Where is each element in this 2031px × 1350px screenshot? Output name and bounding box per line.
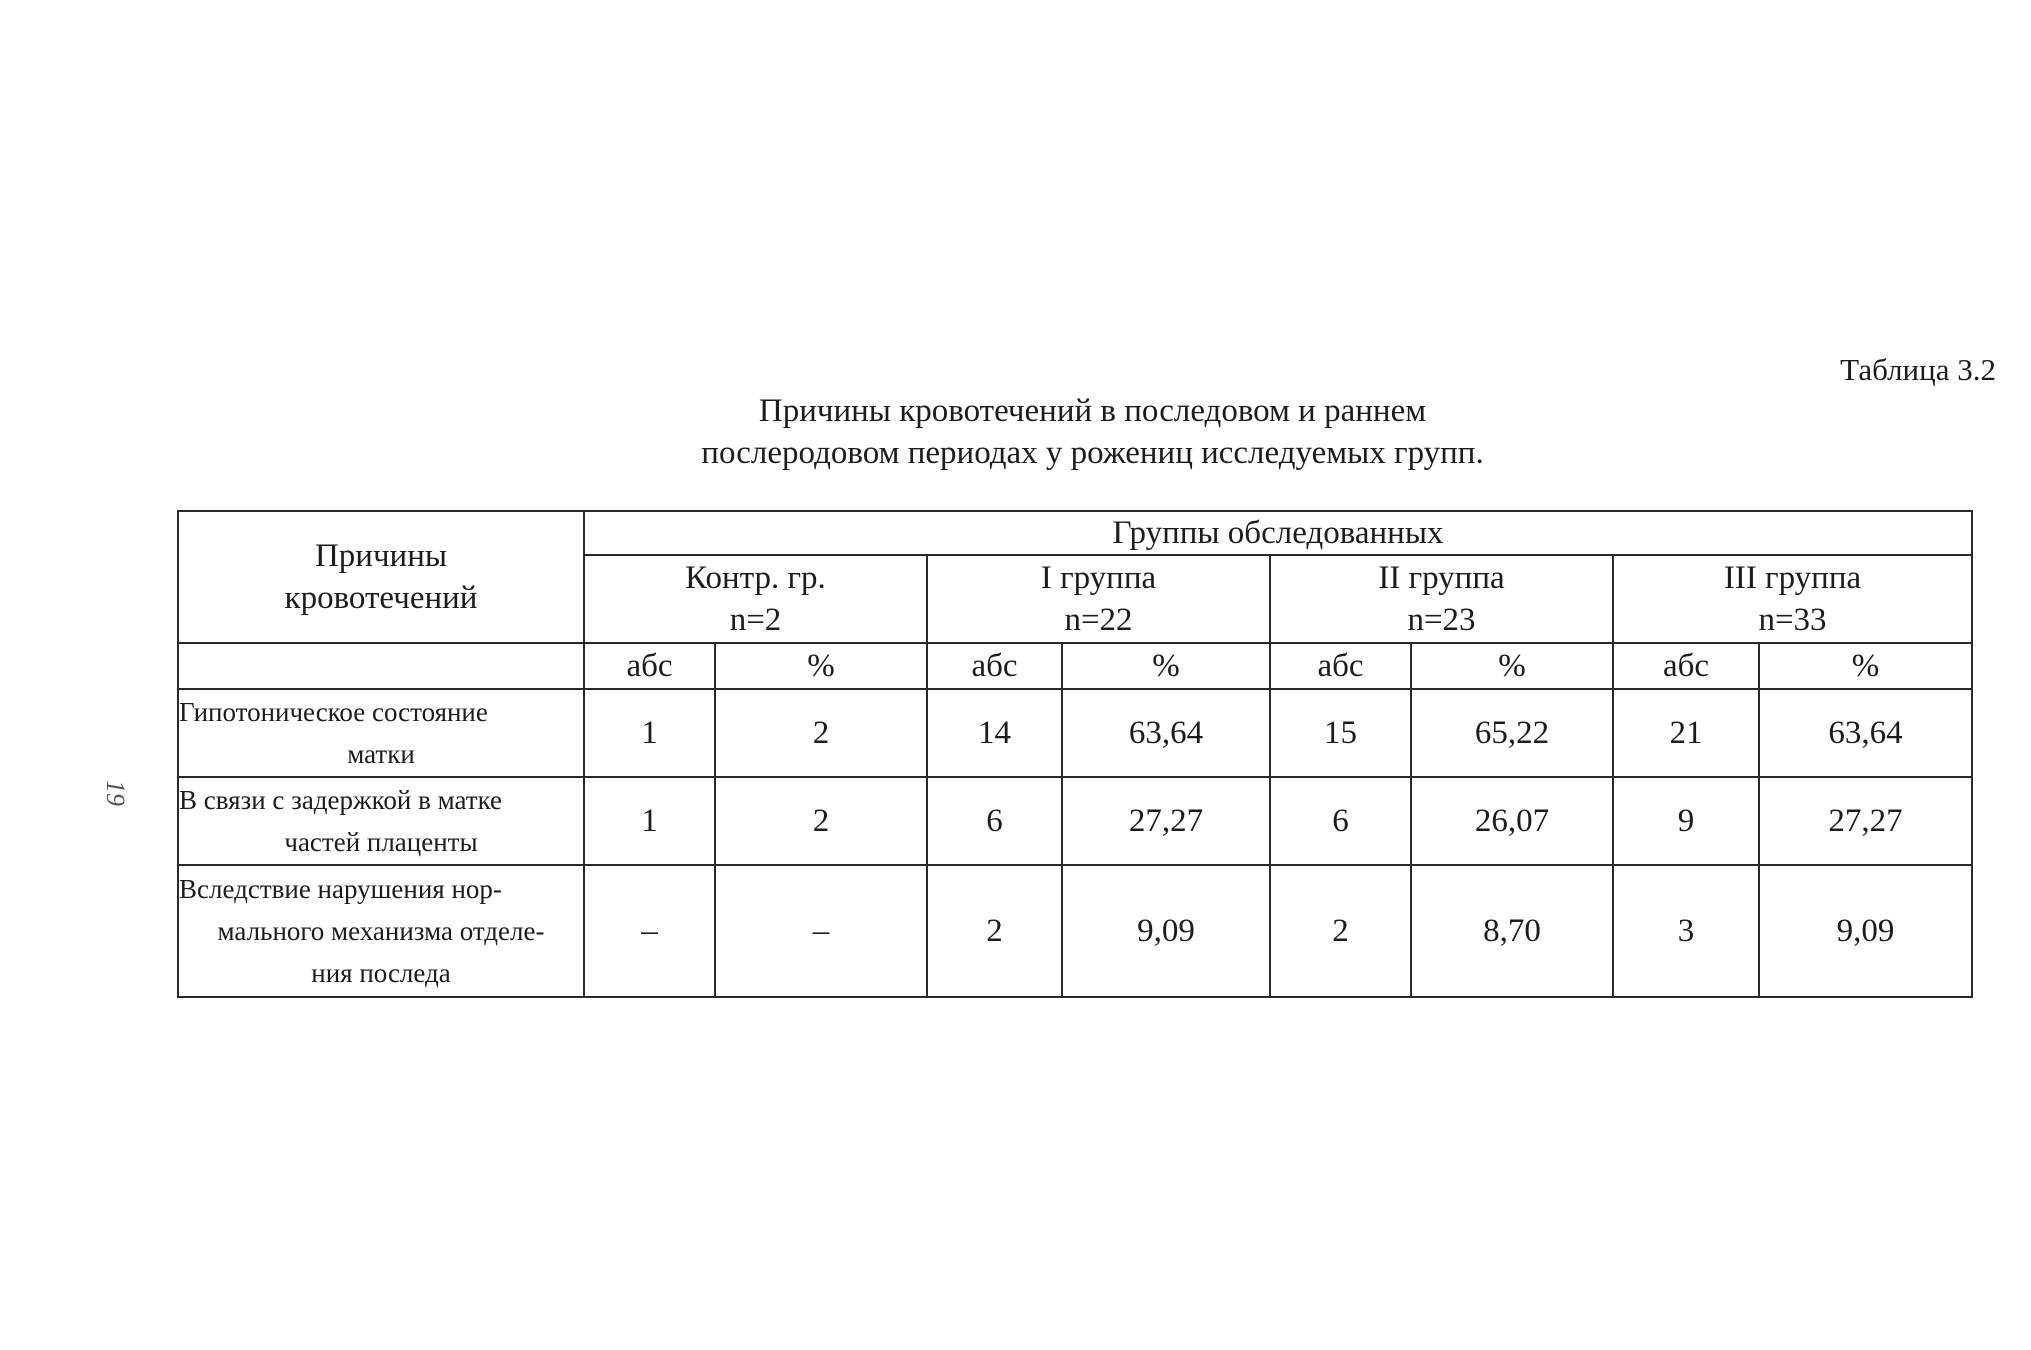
- value-cell: –: [584, 865, 715, 997]
- value-cell: 9,09: [1759, 865, 1972, 997]
- value-cell: 1: [584, 777, 715, 865]
- header-row-units: [178, 643, 1972, 689]
- cause-text: Гипотоническое состояние: [179, 697, 488, 727]
- value-cell: 21: [1613, 689, 1759, 777]
- value-cell: –: [715, 865, 927, 997]
- cause-text-continued: частей плаценты: [284, 827, 478, 857]
- group-header-control: [584, 555, 927, 643]
- unit-pct: %: [1062, 643, 1270, 689]
- cause-text: В связи с задержкой в матке: [179, 785, 503, 815]
- bleeding-causes-table: [177, 510, 1973, 998]
- value-cell: 9,09: [1062, 865, 1270, 997]
- group-header-3: [1613, 555, 1972, 643]
- group-name: Контр. гр.: [685, 560, 826, 596]
- group-name: III группа: [1723, 560, 1862, 596]
- cause-cell: [178, 689, 584, 777]
- unit-pct: %: [715, 643, 927, 689]
- value-cell: 27,27: [1759, 777, 1972, 865]
- value-cell: 2: [715, 689, 927, 777]
- unit-pct: %: [1411, 643, 1613, 689]
- value-cell: 1: [584, 689, 715, 777]
- page-number: 19: [101, 780, 130, 806]
- caption-line-1: Причины кровотечений в последовом и раннем: [758, 393, 1427, 429]
- unit-abs: абс: [927, 643, 1062, 689]
- row-header-line-1: Причины: [314, 538, 448, 574]
- group-count: n=22: [1064, 602, 1133, 638]
- cause-cell: [178, 865, 584, 997]
- row-header-continuation: [178, 643, 584, 689]
- value-cell: 15: [1270, 689, 1411, 777]
- value-cell: 63,64: [1759, 689, 1972, 777]
- table-row: [178, 777, 1972, 865]
- cause-text-continued: ния последа: [311, 958, 451, 988]
- value-cell: 6: [927, 777, 1062, 865]
- group-count: n=2: [729, 602, 782, 638]
- row-header-line-2: кровотечений: [284, 580, 478, 616]
- groups-header: Группы обследованных: [584, 511, 1972, 555]
- group-name: I группа: [1040, 560, 1157, 596]
- table-row: [178, 689, 1972, 777]
- value-cell: 63,64: [1062, 689, 1270, 777]
- group-name: II группа: [1378, 560, 1505, 596]
- unit-abs: абс: [1270, 643, 1411, 689]
- value-cell: 26,07: [1411, 777, 1613, 865]
- row-header-cell: [178, 511, 584, 643]
- value-cell: 9: [1613, 777, 1759, 865]
- cause-text-continued: матки: [347, 739, 415, 769]
- caption-line-2: послеродовом периодах у рожениц исследуемых групп.: [701, 435, 1484, 471]
- value-cell: 27,27: [1062, 777, 1270, 865]
- header-row-groups: [178, 511, 1972, 555]
- value-cell: 2: [927, 865, 1062, 997]
- group-header-2: [1270, 555, 1613, 643]
- group-count: n=23: [1407, 602, 1476, 638]
- value-cell: 2: [1270, 865, 1411, 997]
- table-row: [178, 865, 1972, 997]
- unit-pct: %: [1759, 643, 1972, 689]
- value-cell: 14: [927, 689, 1062, 777]
- group-header-1: [927, 555, 1270, 643]
- table-caption: [545, 390, 1641, 474]
- unit-abs: абс: [584, 643, 715, 689]
- value-cell: 65,22: [1411, 689, 1613, 777]
- value-cell: 8,70: [1411, 865, 1613, 997]
- value-cell: 3: [1613, 865, 1759, 997]
- group-count: n=33: [1758, 602, 1827, 638]
- value-cell: 6: [1270, 777, 1411, 865]
- cause-text-continued: мального механизма отделе-: [217, 916, 545, 946]
- table-number: Таблица 3.2: [1840, 352, 1996, 387]
- cause-cell: [178, 777, 584, 865]
- unit-abs: абс: [1613, 643, 1759, 689]
- cause-text: Вследствие нарушения нор-: [179, 874, 502, 904]
- value-cell: 2: [715, 777, 927, 865]
